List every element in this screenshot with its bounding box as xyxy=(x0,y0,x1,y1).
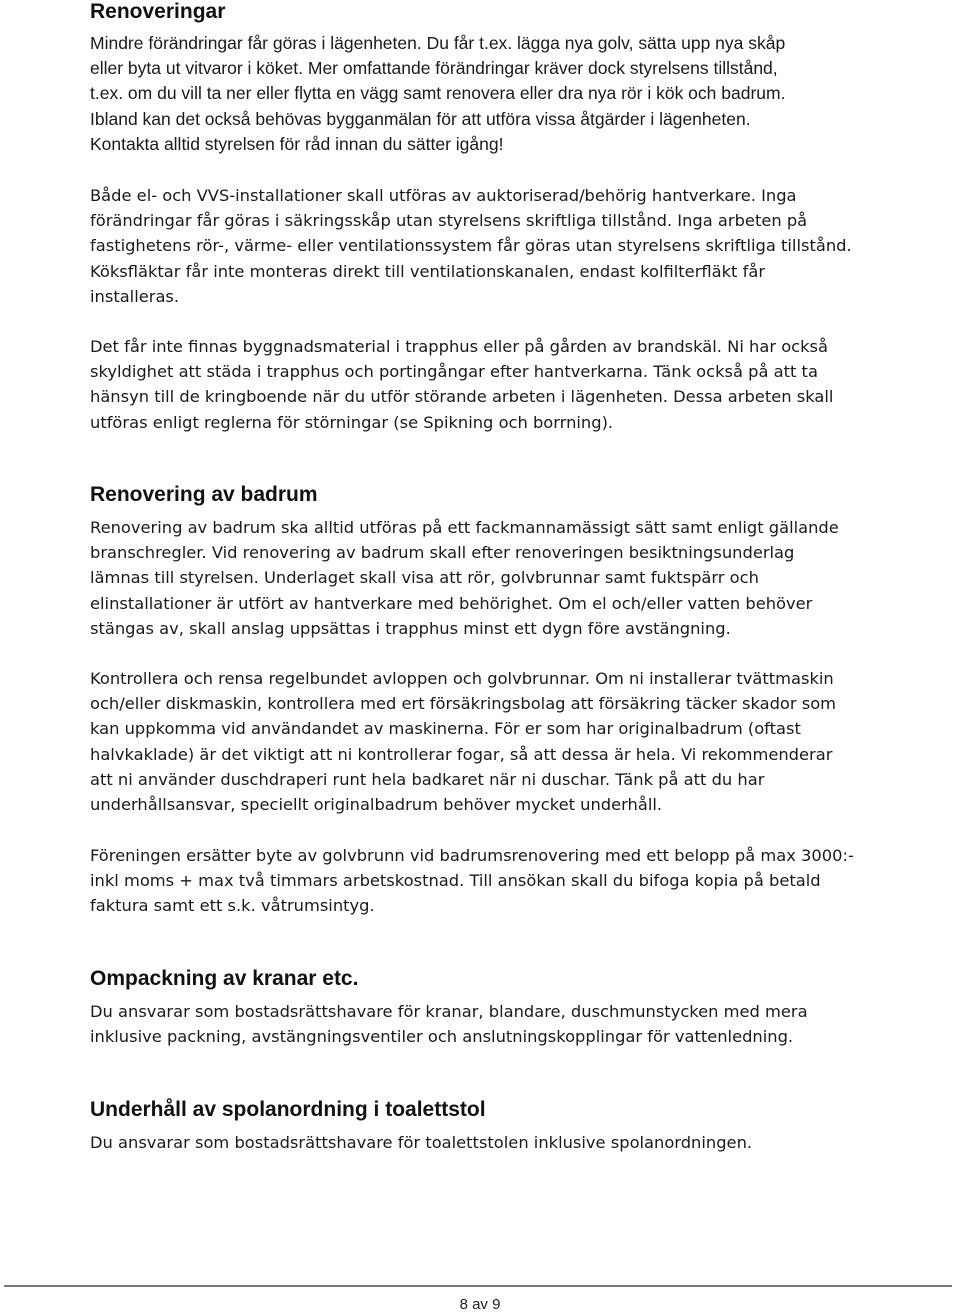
paragraph-badrum-kontrollera: Kontrollera och rensa regelbundet avloppen och golvbrunnar. Om ni installerar tvättmaskin och/eller diskmaskin, kontrollera med ert försäkringsbolag att försäkring täcker skador som kan uppkomma vid användandet av maskinerna. För er som har originalbadrum (oftast halvkaklade) är det viktigt att ni kontrollerar fogar, så att dessa är hela. Vi rekommenderar att ni använder duschdraperi runt hela badkaret när ni duschar. Tänk på att du har underhållsansvar, speciellt originalbadrum behöver mycket underhåll. xyxy=(90,669,837,815)
paragraph-badrum-golvbrunn: Föreningen ersätter byte av golvbrunn vid badrumsrenovering med ett belopp på max 3000:- inkl moms + max två timmars arbetskostnad. Till ansökan skall du bifoga kopia på betald faktura samt ett s.k. våtrumsintyg. xyxy=(90,846,854,916)
footer-divider xyxy=(4,1285,952,1287)
heading-ompackning-av-kranar: Ompackning av kranar etc. xyxy=(90,967,359,990)
paragraph-ompackning: Du ansvarar som bostadsrättshavare för kranar, blandare, duschmunstycken med mera inklusive packning, avstängningsventiler och anslutningskopplingar för vattenledning. xyxy=(90,1002,808,1047)
paragraph-spolanordning: Du ansvarar som bostadsrättshavare för toalettstolen inklusive spolanordningen. xyxy=(90,1133,753,1152)
paragraph-renoveringar-intro: Mindre förändringar får göras i lägenheten. Du får t.ex. lägga nya golv, sätta upp nya skåp eller byta ut vitvaror i köket. Mer omfattande förändringar kräver dock styrelsens tillstånd, t.ex. om du vill ta ner eller flytta en vägg samt renovera eller dra nya rör i kök och badrum. Ibland kan det också behövas bygganmälan för att utföra vissa åtgärder i lägenheten. Kontakta alltid styrelsen för råd innan du sätter igång! xyxy=(90,33,786,154)
heading-renovering-av-badrum: Renovering av badrum xyxy=(90,483,318,506)
paragraph-installationer: Både el- och VVS-installationer skall utföras av auktoriserad/behörig hantverkare. Inga förändringar får göras i säkringsskåp utan styrelsens skriftliga tillstånd. Inga arbeten på fastighetens rör-, värme- eller ventilationssystem får göras utan styrelsens skriftliga tillstånd. Köksfläktar får inte monteras direkt till ventilationskanalen, endast kolfilterfläkt får installeras. xyxy=(90,186,852,306)
heading-renoveringar: Renoveringar xyxy=(90,0,226,23)
heading-underhall-spolanordning: Underhåll av spolanordning i toalettstol xyxy=(90,1098,486,1121)
paragraph-badrum-branschregler: Renovering av badrum ska alltid utföras på ett fackmannamässigt sätt samt enligt gällande branschregler. Vid renovering av badrum skall efter renoveringen besiktningsunderlag lämnas till styrelsen. Underlaget skall visa att rör, golvbrunnar samt fuktspärr och elinstallationer är utfört av hantverkare med behörighet. Om el och/eller vatten behöver stängas av, skall anslag uppsättas i trapphus minst ett dygn före avstängning. xyxy=(90,518,839,638)
paragraph-byggnadsmaterial: Det får inte finnas byggnadsmaterial i trapphus eller på gården av brandskäl. Ni har också skyldighet att städa i trapphus och portingångar efter hantverkarna. Tänk också på att ta hänsyn till de kringboende när du utför störande arbeten i lägenheten. Dessa arbeten skall utföras enligt reglerna för störningar (se Spikning och borrning). xyxy=(90,337,834,432)
page-number: 8 av 9 xyxy=(459,1296,501,1313)
